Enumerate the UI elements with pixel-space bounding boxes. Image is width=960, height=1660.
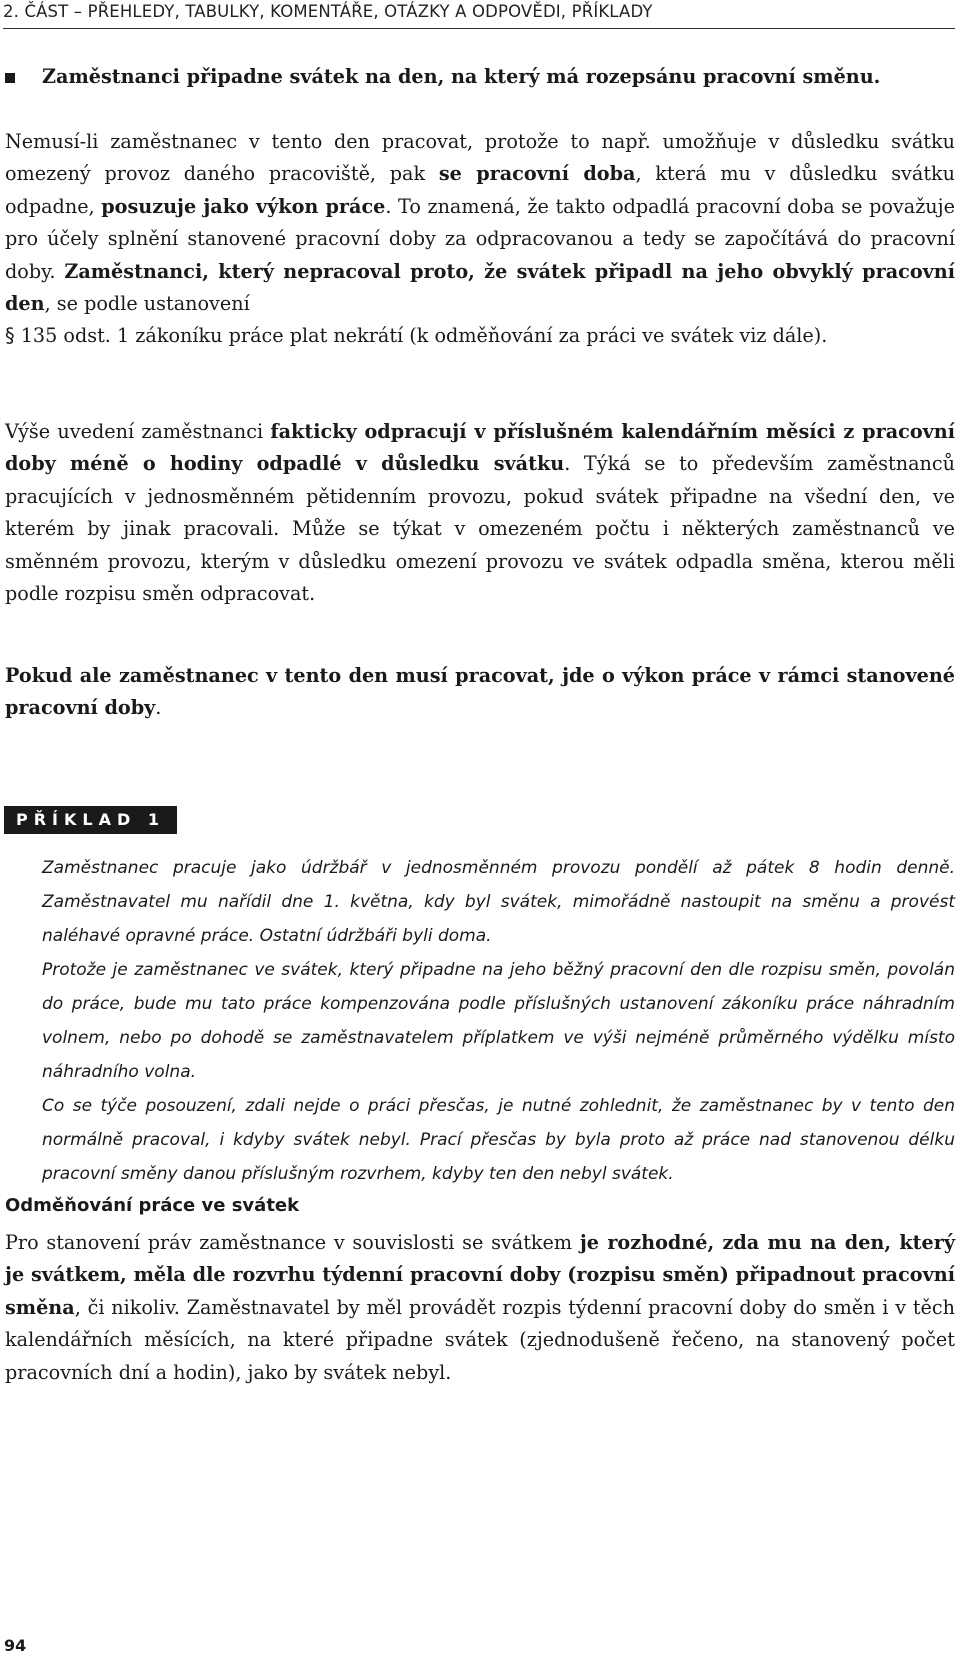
emphasis: Zaměstnanci, který nepracoval proto, že svátek připadl na jeho obvyklý pracovní den [5, 259, 956, 316]
text-run: . [155, 696, 162, 720]
text-run: . Týká se to především zaměstnanců pracujících v jednosměnném pětidenním provozu, pokud svátek připadne na všední den, ve kterém by jinak pracovali. Může se týkat v omezeném počtu i některých zaměstnanců ve směnném provozu, kterým v důsledku omezení provozu ve svátek odpadla směna, kterou měli podle rozpisu směn odpracovat. [5, 452, 955, 606]
emphasis: je rozhodné, zda mu na den, který je svátkem, měla dle rozvrhu týdenní pracovní doby (rozpisu směn) připadnout pracovní směna [5, 1231, 956, 1319]
emphasis: fakticky odpracují v příslušném kalendářním měsíci z pracovní doby méně o hodiny odpadlé v důsledku svátku [5, 420, 956, 476]
text-run: Nemusí-li zaměstnanec v tento den pracovat, protože to např. umožňuje v důsledku svátku omezený provoz daného pracoviště, pak [5, 130, 955, 186]
paragraph-holiday-not-worked [5, 126, 955, 353]
text-run: , která mu v důsledku svátku odpadne, [5, 162, 956, 218]
section-symbol: § [5, 324, 15, 348]
section-heading: Odměňování práce ve svátek [5, 1195, 300, 1216]
example-badge: PŘÍKLAD 1 [4, 806, 177, 834]
emphasis: Pokud ale zaměstnanec v tento den musí pracovat, jde o výkon práce v rámci stanovené pracovní doby [5, 664, 955, 720]
example-box [42, 851, 955, 1191]
square-bullet-icon [5, 73, 15, 83]
example-paragraph: Zaměstnanec pracuje jako údržbář v jednosměnném provozu pondělí až pátek 8 hodin denně. Zaměstnavatel mu nařídil dne 1. května, kdy byl svátek, mimořádně nastoupit na směnu a provést naléhavé opravné práce. Ostatní údržbáři byli doma. [42, 858, 955, 946]
emphasis: se pracovní doba [438, 162, 636, 186]
paragraph-must-work [5, 660, 955, 725]
bullet-heading [5, 61, 955, 93]
text-run: , se podle ustanovení [44, 292, 250, 316]
example-paragraph: Protože je zaměstnanec ve svátek, který připadne na jeho běžný pracovní den dle rozpisu směn, povolán do práce, bude mu tato práce kompenzována podle příslušných ustanovení zákoníku práce náhradním volnem, nebo po dohodě se zaměstnavatelem příplatkem ve výši nejméně průměrného výdělku místo náhradního volna. [42, 960, 955, 1082]
text-run: Výše uvedení zaměstnanci [5, 420, 271, 443]
text-run: 135 odst. 1 zákoníku práce plat nekrátí (k odměňování za práci ve svátek viz dále). [14, 324, 828, 348]
running-head: 2. ČÁST – PŘEHLEDY, TABULKY, KOMENTÁŘE, OTÁZKY A ODPOVĚDI, PŘÍKLADY [3, 2, 955, 29]
paragraph-holiday-pay [5, 1227, 955, 1389]
text-run: Pro stanovení práv zaměstnance v souvislosti se svátkem [5, 1231, 580, 1254]
text-run: . To znamená, že takto odpadlá pracovní doba se považuje pro účely splnění stanovené pracovní doby za odpracovanou a tedy se započítává do pracovní doby. [5, 194, 955, 283]
bullet-heading-text: Zaměstnanci připadne svátek na den, na který má rozepsánu pracovní směnu. [42, 65, 881, 88]
emphasis: posuzuje jako výkon práce [101, 194, 386, 218]
text-run: , či nikoliv. Zaměstnavatel by měl provádět rozpis týdenní pracovní doby do směn i v těch kalendářních měsících, na které připadne svátek (zjednodušeně řečeno, na stanovený počet pracovních dní a hodin), jako by svátek nebyl. [5, 1295, 955, 1384]
paragraph-hours-worked [5, 416, 955, 610]
page-number: 94 [4, 1636, 27, 1655]
example-paragraph: Co se týče posouzení, zdali nejde o práci přesčas, je nutné zohlednit, že zaměstnanec by v tento den normálně pracoval, i kdyby svátek nebyl. Prací přesčas by byla proto až práce nad stanovenou délku pracovní směny danou příslušným rozvrhem, kdyby ten den nebyl svátek. [42, 1096, 955, 1184]
